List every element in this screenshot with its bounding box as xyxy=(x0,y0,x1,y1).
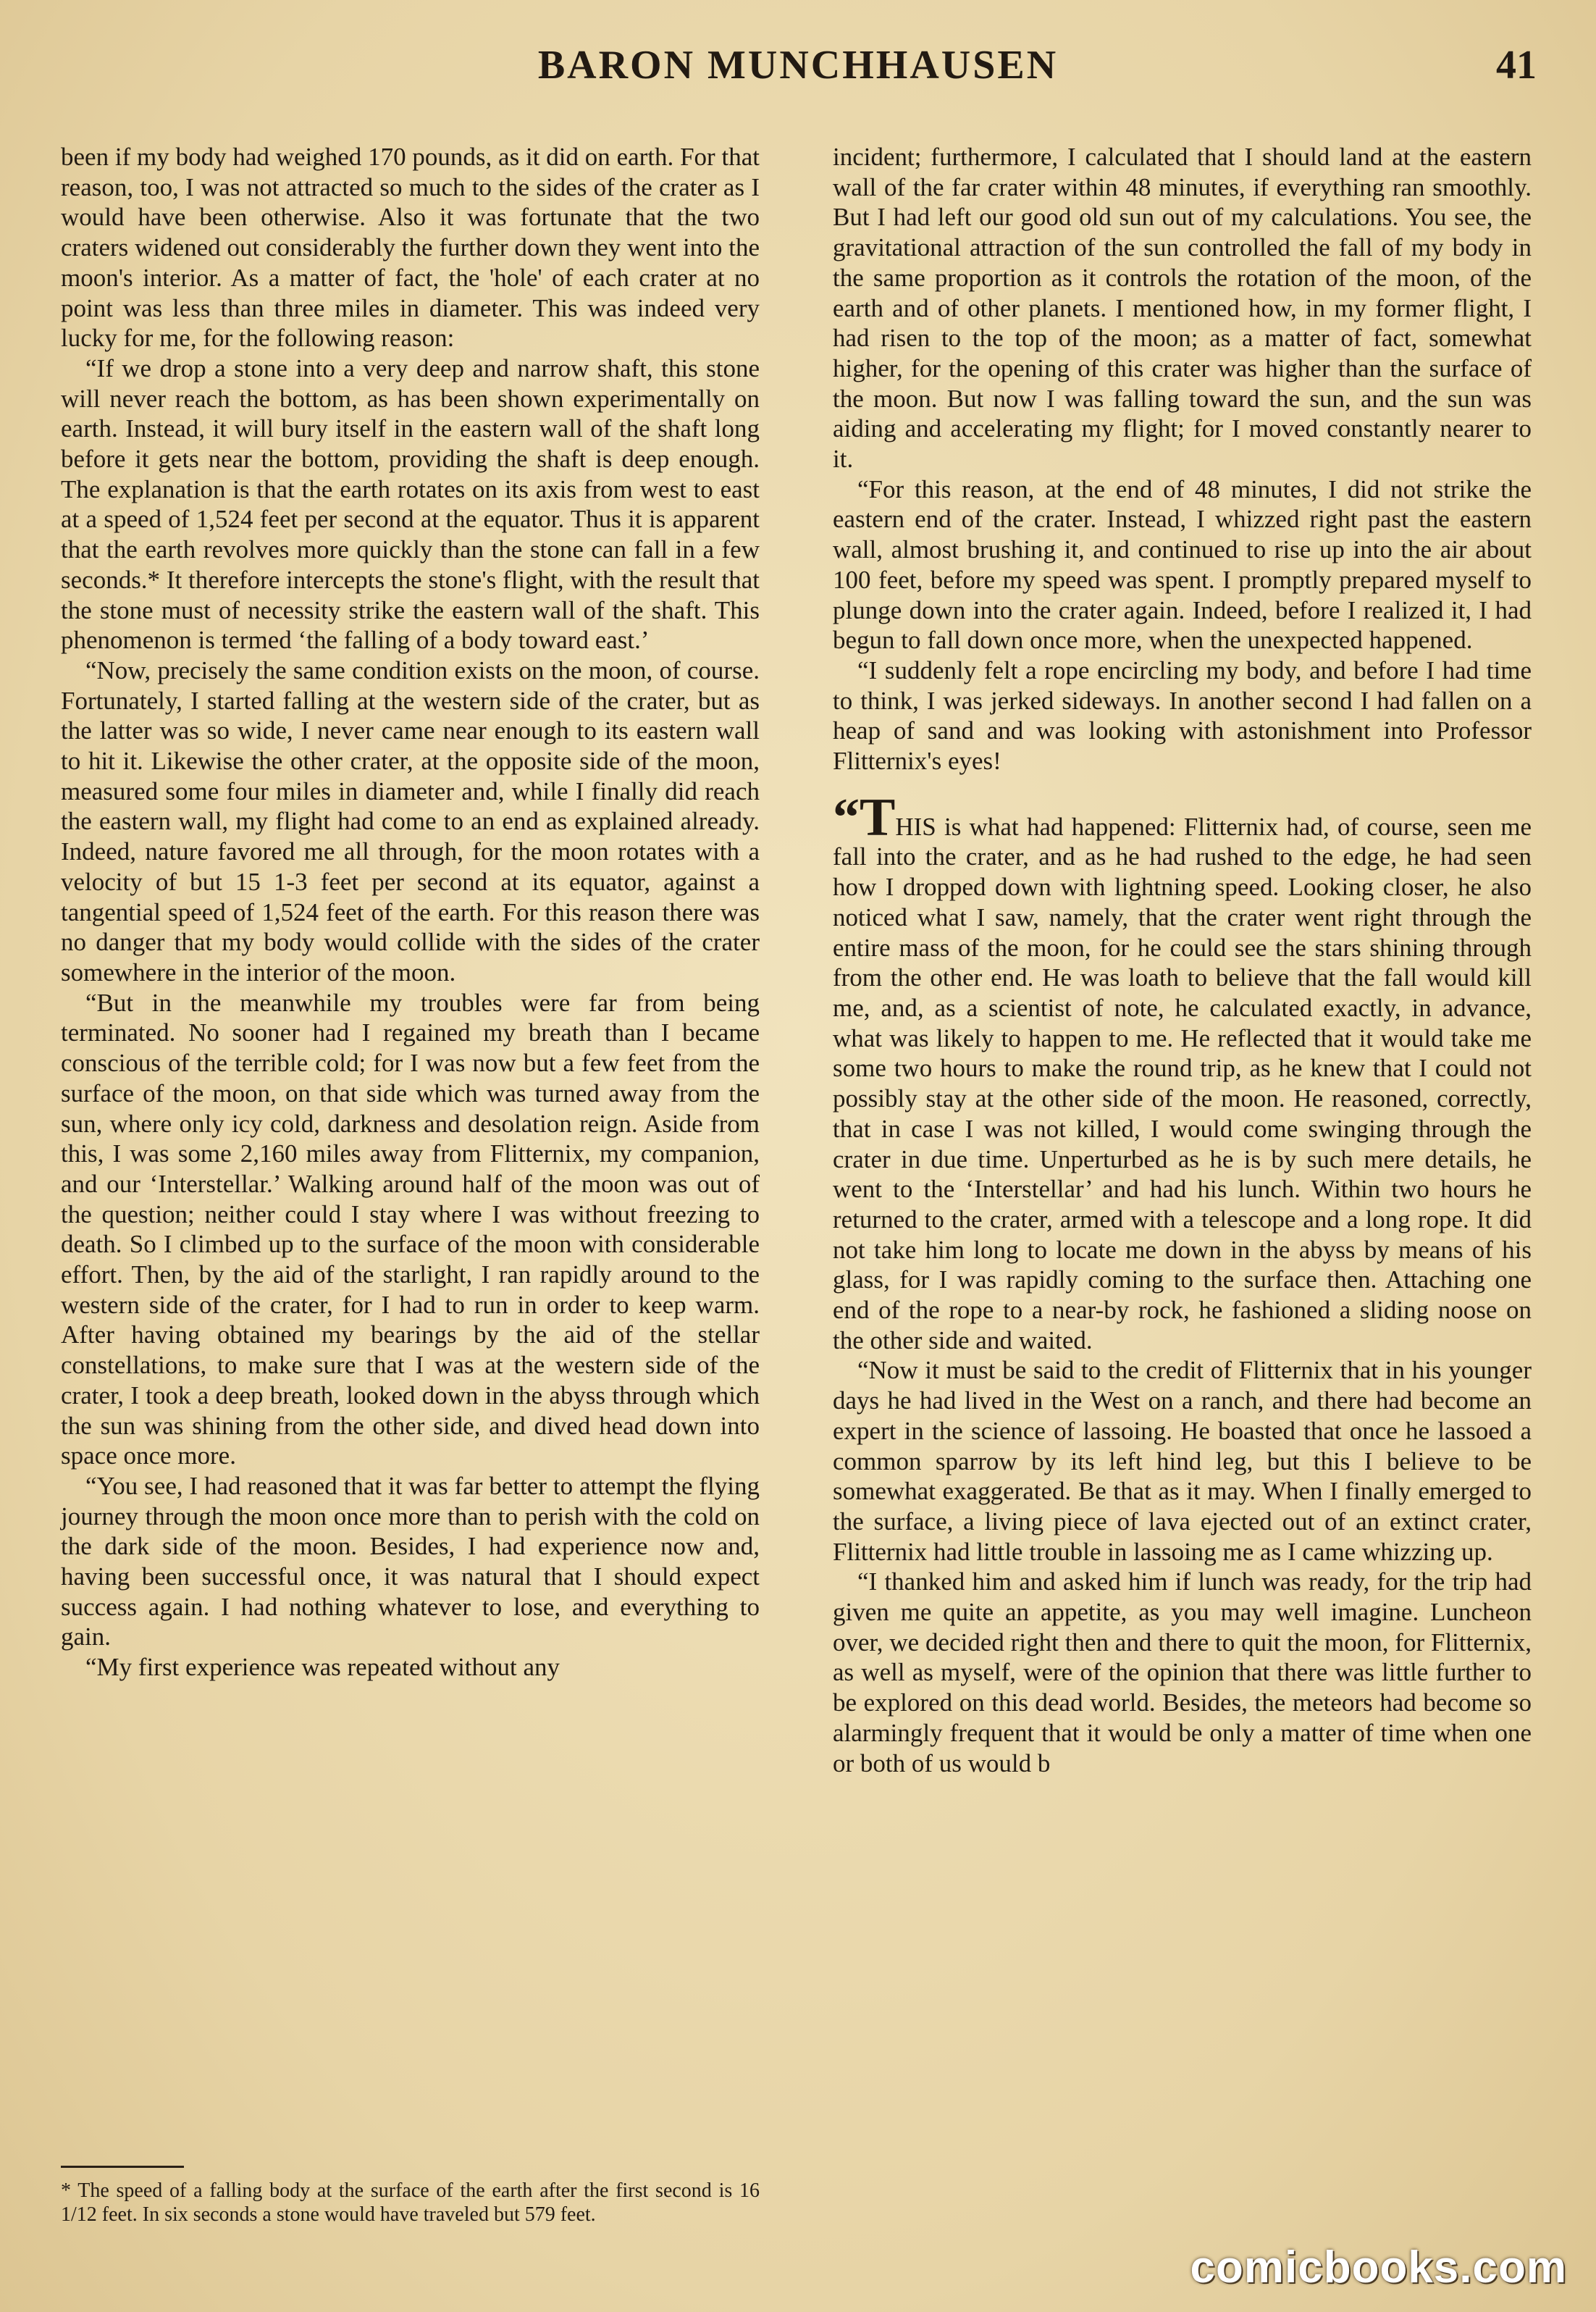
page-number: 41 xyxy=(1496,43,1537,88)
running-title: BARON MUNCHHAUSEN xyxy=(537,43,1059,88)
paragraph: “You see, I had reasoned that it was far better to attempt the flying journey through the moon once more than to perish with the cold on the dark side of the moon. Besides, I had experience now and, having been successful once, it was natural that I should expect success again. I had nothing whatever to lose, and everything to gain. xyxy=(61,1471,760,1651)
section-opening-paragraph xyxy=(833,787,1532,1356)
paragraph-text: HIS is what had happened: Flitternix had, of course, seen me fall into the crater, and as he had rushed to the edge, he had seen how I dropped down with lightning speed. Looking closer, he also noticed what I saw, namely, that the crater went right through the entire mass of the moon, for he could see the stars shining through from the other end. He was loath to believe that the fall would kill me, and, as a scientist of note, he calculated exactly, in advance, what was likely to happen to me. He reflected that it would take me some two hours to make the round trip, as he knew that I could not possibly stay at the other side of the moon. He reasoned, correctly, that in case I was not killed, I would come swinging through the crater in due time. Unperturbed as he is by such mere details, he went to the ‘Interstellar’ and had his lunch. Within two hours he returned to the crater, armed with a telescope and a long rope. It did not take him long to locate me down in the abyss by means of his glass, for I was rapidly coming to the surface then. Attaching one end of the rope to a near-by rock, he fashioned a sliding noose on the other side and waited. xyxy=(833,812,1532,1354)
paragraph: “For this reason, at the end of 48 minutes, I did not strike the eastern end of the crater. Instead, I whizzed right past the eastern wall, almost brushing it, and continued to rise up into the air about 100 feet, before my speed was spent. I promptly prepared myself to plunge down into the crater again. Indeed, before I realized it, I had begun to fall down once more, when the unexpected happened. xyxy=(833,474,1532,655)
paragraph: “If we drop a stone into a very deep and narrow shaft, this stone will never reach the bottom, as has been shown experimentally on earth. Instead, it will bury itself in the eastern wall of the shaft long before it gets near the bottom, providing the shaft is deep enough. The explanation is that the earth rotates on its axis from west to east at a speed of 1,524 feet per second at the equator. Thus it is apparent that the earth revolves more quickly than the stone can fall in a few seconds.* It therefore intercepts the stone's flight, with the result that the stone must of necessity strike the eastern wall of the shaft. This phenomenon is termed ‘the falling of a body toward east.’ xyxy=(61,353,760,655)
paragraph: incident; furthermore, I calculated that I should land at the eastern wall of the far crater within 48 minutes, if everything ran smoothly. But I had left our good old sun out of my calculations. You see, the gravitational attraction of the sun controlled the fall of my body in the same proportion as it controls the rotation of the moon, of the earth and of other planets. I mentioned how, in my former flight, I had risen to the top of the moon; as a matter of fact, somewhat higher, for the opening of this crater was higher than the surface of the moon. But now I was falling toward the sun, and the sun was aiding and accelerating my flight; for I moved constantly nearer to it. xyxy=(833,143,1532,474)
paragraph: “I suddenly felt a rope encircling my body, and before I had time to think, I was jerked sideways. In another second I had fallen on a heap of sand and was looking with astonishment into Professor Flitternix's eyes! xyxy=(833,656,1532,776)
paragraph: “Now, precisely the same condition exists on the moon, of course. Fortunately, I started falling at the western side of the crater, but as the latter was so wide, I never came near enough to its eastern wall to hit it. Likewise the other crater, at the opposite side of the moon, measured some four miles in diameter and, while I finally did reach the eastern wall, my flight had come to an end as explained already. Indeed, nature favored me all through, for the moon rotates with a velocity of but 15 1-3 feet per second at its equator, against a tangential speed of 1,524 feet of the earth. For this reason there was no danger that my body would collide with the sides of the crater somewhere in the interior of the moon. xyxy=(61,656,760,987)
footnote-divider xyxy=(61,2166,184,2168)
watermark: comicbooks.com xyxy=(1190,2242,1567,2292)
paragraph: “Now it must be said to the credit of Flitternix that in his younger days he had lived in the West on a ranch, and there had become an expert in the science of lassoing. He boasted that once he lassoed a common sparrow by its left hind leg, but this I believe to be somewhat exaggerated. Be that as it may. When I finally emerged to the surface, a living piece of lava ejected out of an extinct crater, Flitternix had little trouble in lassoing me as I came whizzing up. xyxy=(833,1356,1532,1566)
paragraph: been if my body had weighed 170 pounds, as it did on earth. For that reason, too, I was not attracted so much to the sides of the crater as I would have been otherwise. Also it was fortunate that the two craters widened out considerably the further down they went into the moon's interior. As a matter of fact, the 'hole' of each crater at no point was less than three miles in diameter. This was indeed very lucky for me, for the following reason: xyxy=(61,143,760,353)
drop-initial: “T xyxy=(833,787,896,847)
page-header xyxy=(0,42,1596,107)
right-column xyxy=(833,142,1532,1778)
paragraph: “But in the meanwhile my troubles were far from being terminated. No sooner had I regained my breath than I became conscious of the terrible cold; for I was now but a few feet from the surface of the moon, on that side which was turned away from the sun, where only icy cold, darkness and desolation reign. Aside from this, I was some 2,160 miles away from Flitternix, my companion, and our ‘Interstellar.’ Walking around half of the moon was out of the question; neither could I stay where I was without freezing to death. So I climbed up to the surface of the moon with considerable effort. Then, by the aid of the starlight, I ran rapidly around to the western side of the crater, for I had to run in order to keep warm. After having obtained my bearings by the aid of the stellar constellations, to make sure that I was at the western side of the crater, I took a deep breath, looked down in the abyss through which the sun was shining from the other side, and dived head down into space once more. xyxy=(61,988,760,1470)
paragraph: “I thanked him and asked him if lunch was ready, for the trip had given me quite an appetite, as you may well imagine. Luncheon over, we decided right then and there to quit the moon, for Flitternix, as well as myself, were of the opinion that there was little further to be explored on this dead world. Besides, the meteors had become so alarmingly frequent that it would be only a matter of time when one or both of us would b xyxy=(833,1567,1532,1777)
paragraph: “My first experience was repeated without any xyxy=(85,1653,560,1682)
left-column xyxy=(61,142,760,1683)
footnote: * The speed of a falling body at the surface of the earth after the first second is 16 1/12 feet. In six seconds a stone would have traveled but 579 feet. xyxy=(61,2179,760,2226)
